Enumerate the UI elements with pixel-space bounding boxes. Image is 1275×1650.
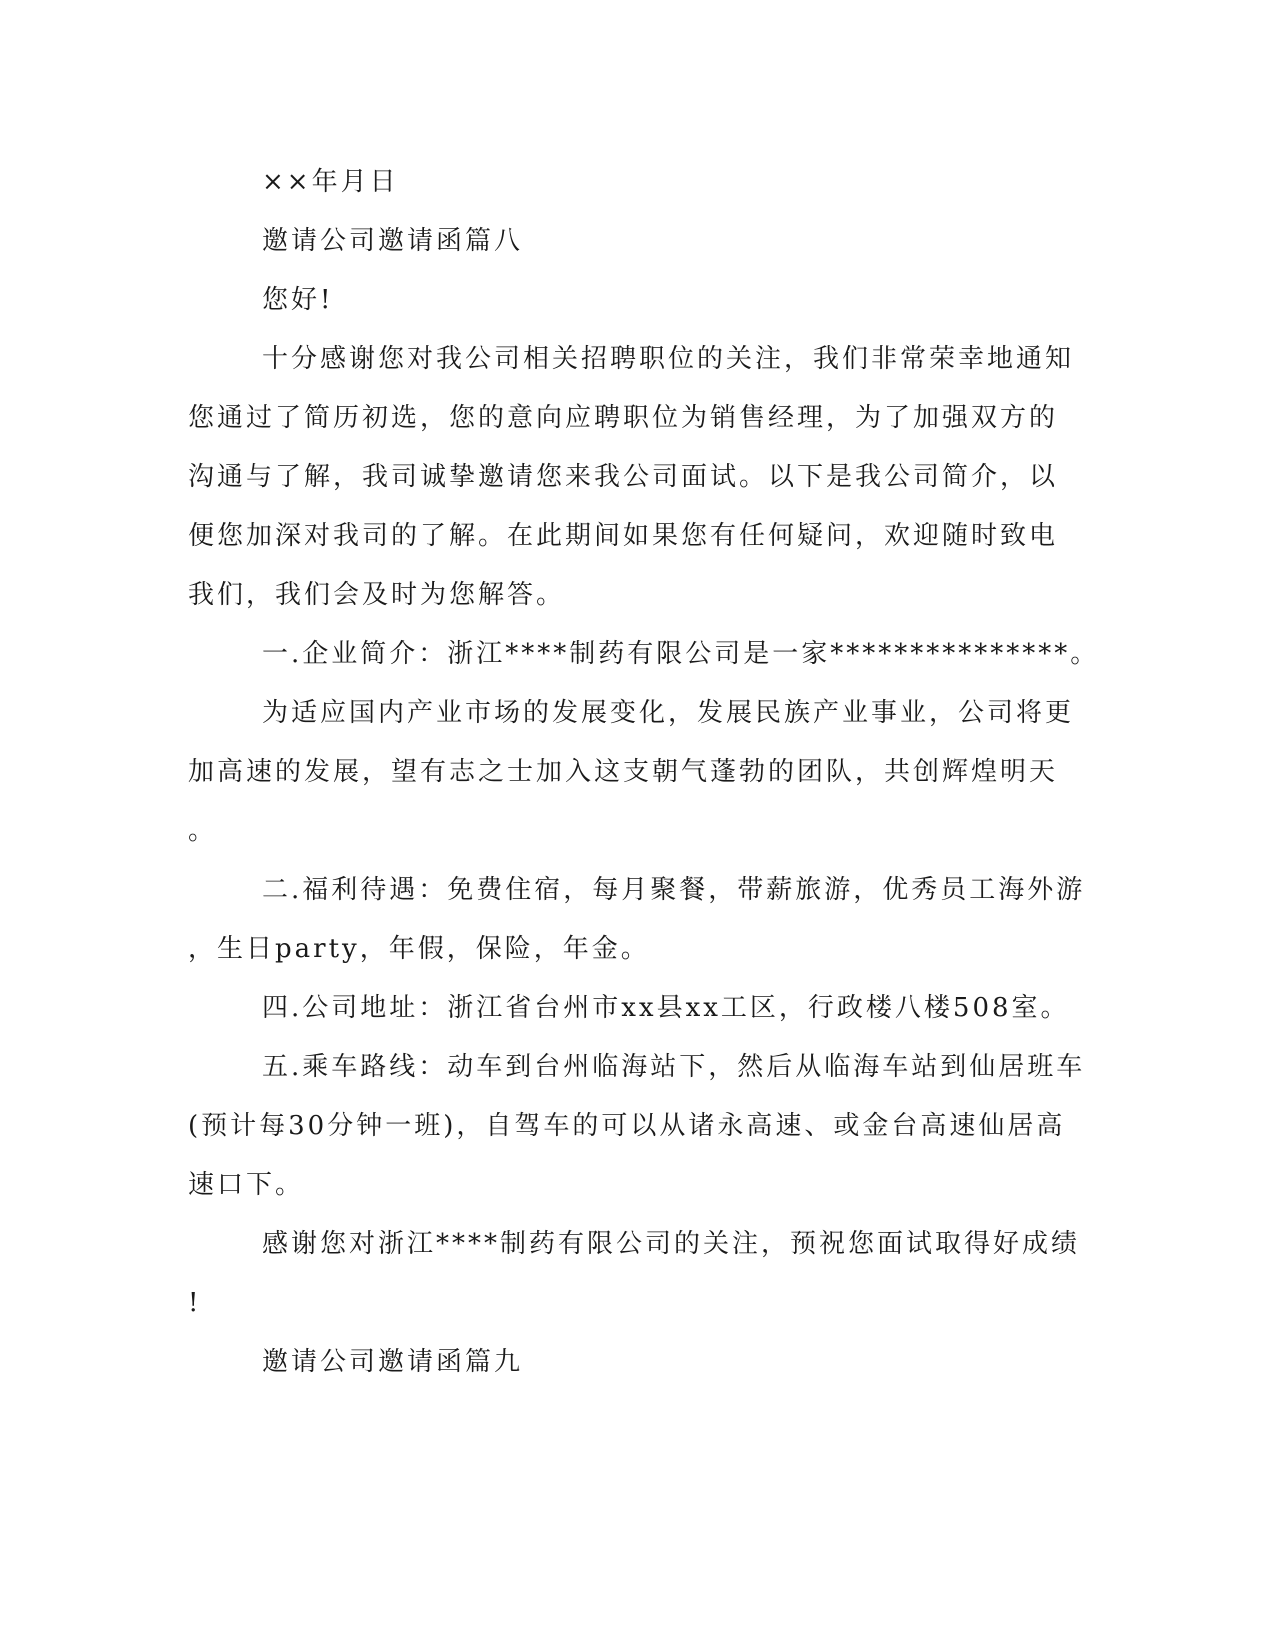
- section-title-8: 邀请公司邀请函篇八: [262, 226, 524, 256]
- route-line: 速口下。: [188, 1170, 305, 1200]
- paragraph-line: 您通过了简历初选，您的意向应聘职位为销售经理，为了加强双方的: [188, 403, 1059, 433]
- benefits-line: ，生日party，年假，保险，年金。: [188, 934, 650, 964]
- address-line: 四.公司地址：浙江省台州市xx县xx工区，行政楼八楼508室。: [262, 993, 1070, 1023]
- route-line: 五.乘车路线：动车到台州临海站下，然后从临海车站到仙居班车: [262, 1052, 1086, 1082]
- paragraph-line: 。: [188, 816, 218, 846]
- closing-line: !: [188, 1288, 202, 1318]
- route-line: (预计每30分钟一班)，自驾车的可以从诸永高速、或金台高速仙居高: [188, 1111, 1066, 1141]
- paragraph-line: 便您加深对我司的了解。在此期间如果您有任何疑问，欢迎随时致电: [188, 521, 1059, 551]
- date-line: ××年月日: [262, 167, 399, 197]
- closing-line: 感谢您对浙江****制药有限公司的关注，预祝您面试取得好成绩: [262, 1229, 1081, 1259]
- section-title-9: 邀请公司邀请函篇九: [262, 1347, 524, 1377]
- paragraph-line: 为适应国内产业市场的发展变化，发展民族产业事业，公司将更: [262, 698, 1075, 728]
- paragraph-line: 沟通与了解，我司诚挚邀请您来我公司面试。以下是我公司简介，以: [188, 462, 1059, 492]
- paragraph-line: 加高速的发展，望有志之士加入这支朝气蓬勃的团队，共创辉煌明天: [188, 757, 1059, 787]
- benefits-line: 二.福利待遇：免费住宿，每月聚餐，带薪旅游，优秀员工海外游: [262, 875, 1086, 905]
- greeting: 您好!: [262, 285, 334, 315]
- paragraph-line: 十分感谢您对我公司相关招聘职位的关注，我们非常荣幸地通知: [262, 344, 1075, 374]
- company-intro-line: 一.企业简介：浙江****制药有限公司是一家***************。: [262, 639, 1100, 669]
- paragraph-line: 我们，我们会及时为您解答。: [188, 580, 566, 610]
